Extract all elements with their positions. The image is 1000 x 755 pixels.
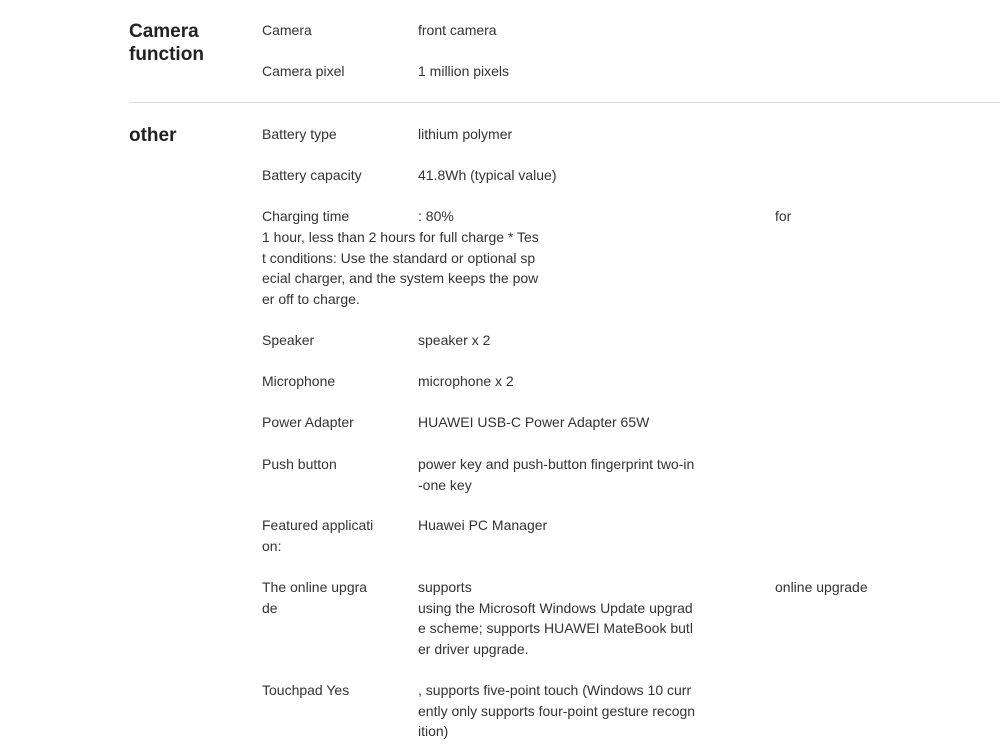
spec-label: Battery type xyxy=(262,126,337,142)
spec-label: Touchpad Yes xyxy=(262,682,350,698)
spec-value: supports using the Microsoft Windows Update upgrad e scheme; supports HUAWEI MateBook butl er driver upgrade. xyxy=(418,579,693,658)
spec-value: lithium polymer xyxy=(418,126,513,142)
spec-value: power key and push-button fingerprint two-in -one key xyxy=(418,456,695,493)
section-heading-other: other xyxy=(129,125,177,146)
spec-label: Camera pixel xyxy=(262,63,345,79)
spec-label: Camera xyxy=(262,22,312,38)
spec-value: HUAWEI USB-C Power Adapter 65W xyxy=(418,414,650,430)
spec-overflow-text: 1 hour, less than 2 hours for full charge * Tes t conditions: Use the standard or optional sp ecial charger, and the system keeps the pow er off to charge. xyxy=(262,229,539,308)
spec-label: Microphone xyxy=(262,373,336,389)
spec-extra: online upgrade xyxy=(775,579,868,595)
spec-value: 1 million pixels xyxy=(418,63,510,79)
spec-label: Featured applicati on: xyxy=(262,517,374,554)
spec-value: 41.8Wh (typical value) xyxy=(418,167,557,183)
spec-value: Huawei PC Manager xyxy=(418,517,548,533)
spec-label: Power Adapter xyxy=(262,414,354,430)
spec-value: microphone x 2 xyxy=(418,373,514,389)
spec-label: The online upgra de xyxy=(262,579,368,616)
spec-label: Battery capacity xyxy=(262,167,362,183)
spec-value: , supports five-point touch (Windows 10 curr ently only supports four-point gesture recogn ition) xyxy=(418,682,696,740)
spec-value: : 80% xyxy=(418,208,454,224)
spec-label: Speaker xyxy=(262,332,315,348)
spec-label: Push button xyxy=(262,456,337,472)
spec-extra: for xyxy=(775,208,792,224)
spec-label: Charging time xyxy=(262,208,350,224)
spec-value: speaker x 2 xyxy=(418,332,491,348)
section-divider xyxy=(129,102,1000,103)
section-heading-camera-function: Camera function xyxy=(129,21,204,65)
spec-value: front camera xyxy=(418,22,497,38)
